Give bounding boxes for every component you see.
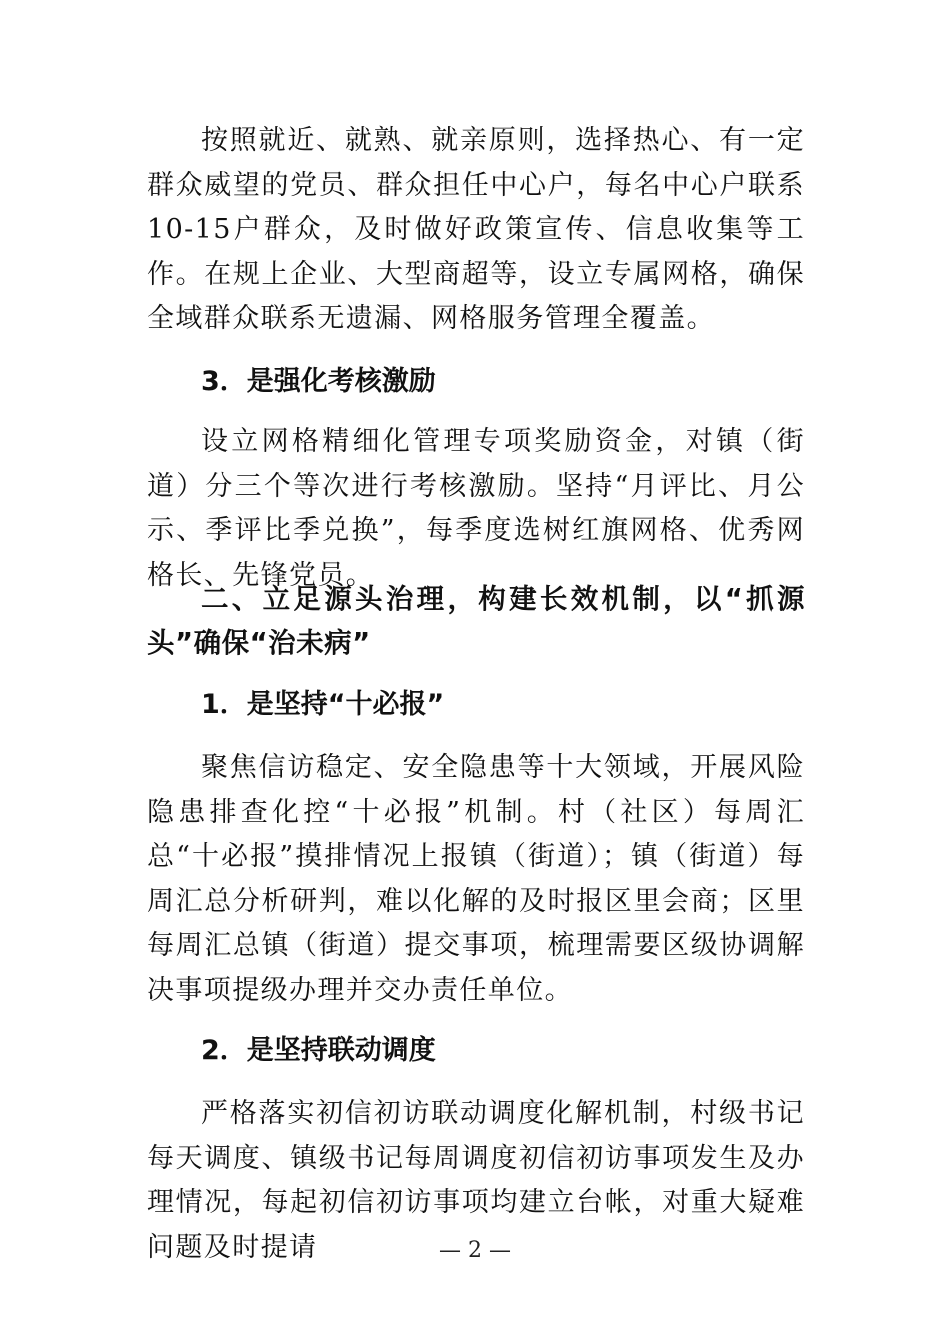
subheading-ten-must-report: 1．是坚持“十必报” <box>201 689 445 720</box>
section-heading-source-governance: 二、立足源头治理，构建长效机制，以“抓源头”确保“治未病” <box>147 583 805 659</box>
subheading-linked-dispatch: 2．是坚持联动调度 <box>201 1035 436 1066</box>
paragraph-assessment-incentives: 设立网格精细化管理专项奖励资金，对镇（街道）分三个等次进行考核激励。坚持“月评比、月公示、季评比季兑换”，每季度选树红旗网格、优秀网格长、先锋党员。 <box>147 426 805 591</box>
paragraph-linked-dispatch: 严格落实初信初访联动调度化解机制，村级书记每天调度、镇级书记每周调度初信初访事项发生及办理情况，每起初信初访事项均建立台帐，对重大疑难问题及时提请 <box>147 1098 805 1263</box>
page-number: — 2 — <box>439 1238 511 1263</box>
subheading-assessment-incentives: 3．是强化考核激励 <box>201 366 436 397</box>
paragraph-ten-must-report: 聚焦信访稳定、安全隐患等十大领域，开展风险隐患排查化控“十必报”机制。村（社区）每周汇总“十必报”摸排情况上报镇（街道）；镇（街道）每周汇总分析研判，难以化解的及时报区里会商；区里每周汇总镇（街道）提交事项，梳理需要区级协调解决事项提级办理并交办责任单位。 <box>147 752 805 1006</box>
paragraph-grid-center-households: 按照就近、就熟、就亲原则，选择热心、有一定群众威望的党员、群众担任中心户，每名中心户联系10-15户群众，及时做好政策宣传、信息收集等工作。在规上企业、大型商超等，设立专属网格，确保全域群众联系无遗漏、网格服务管理全覆盖。 <box>147 125 805 334</box>
